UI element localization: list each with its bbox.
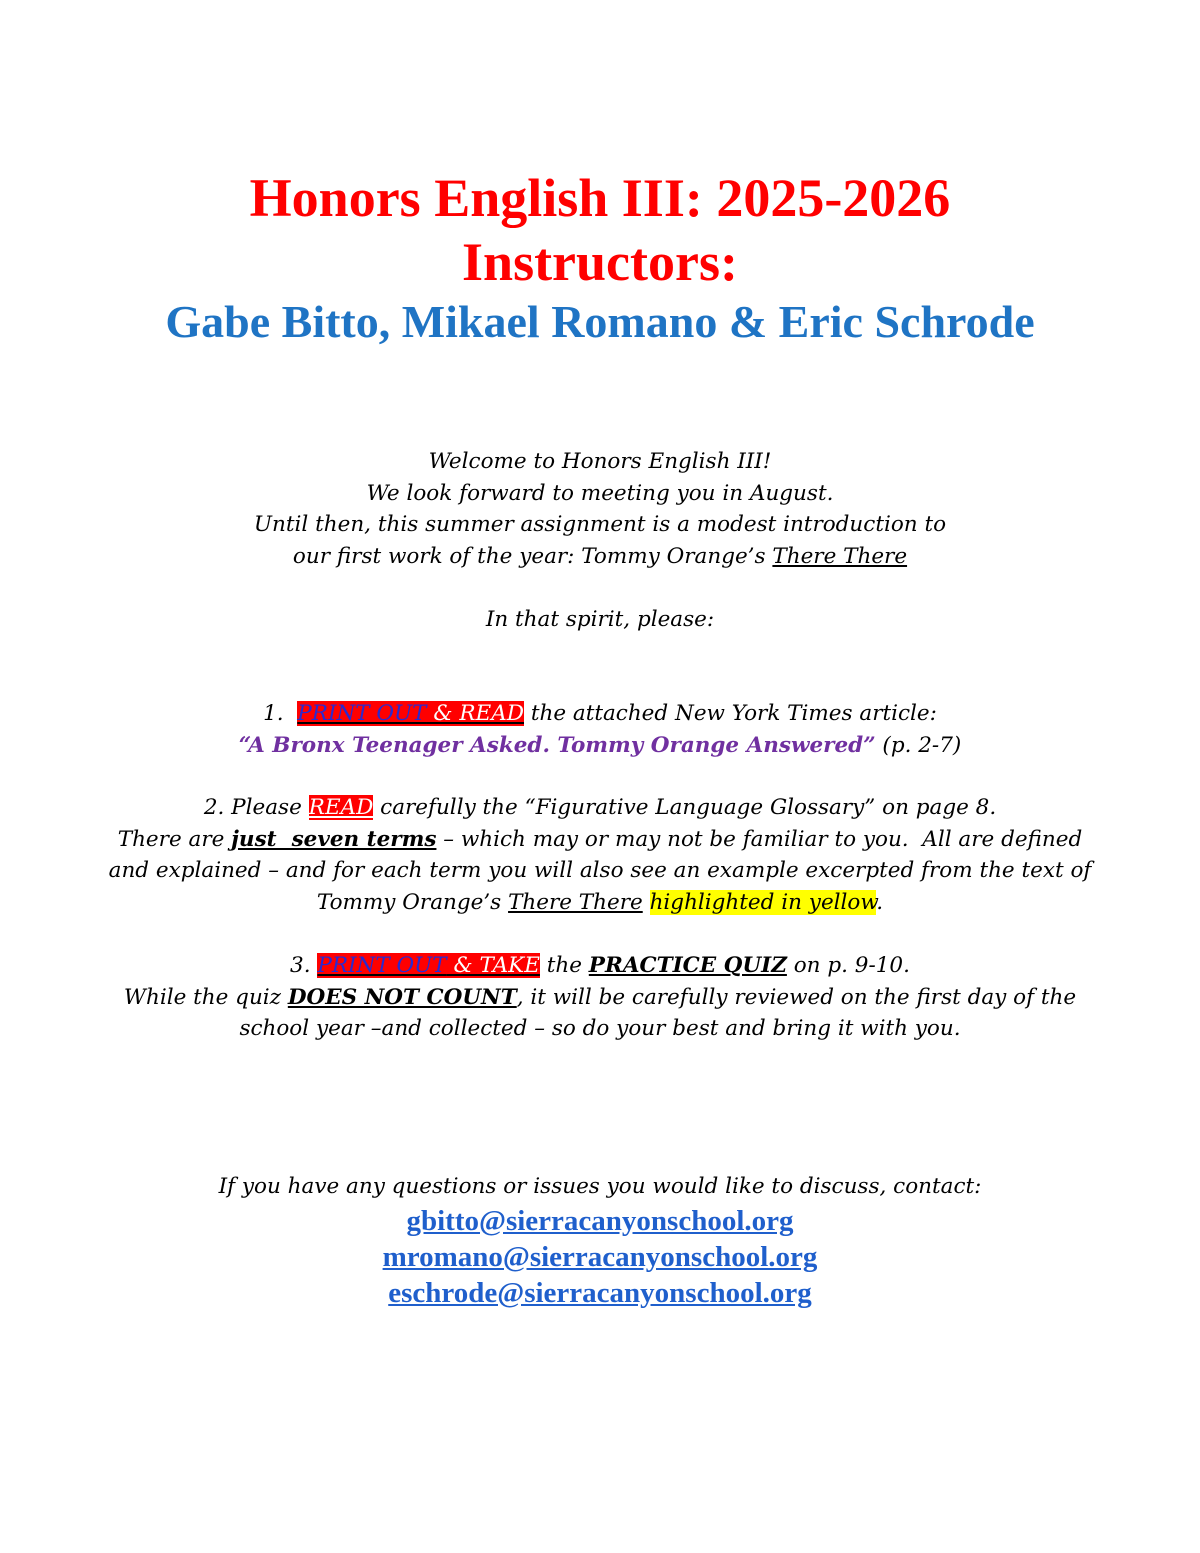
title-course: Honors English III: 2025-2026: [249, 168, 951, 228]
instructor-names: Gabe Bitto, Mikael Romano & Eric Schrode: [165, 296, 1035, 347]
item-text: There are: [117, 826, 232, 852]
instruction-item-3: [0, 950, 1200, 1045]
highlight-text: & READ: [426, 701, 524, 726]
item-text: 3.: [290, 953, 318, 978]
highlight-text: PRINT OUT: [317, 953, 447, 978]
yellow-highlight: highlighted in yellow: [649, 889, 877, 915]
highlight-text: PRINT OUT: [297, 701, 427, 726]
book-title: There There: [772, 543, 908, 569]
instruction-item-2: [0, 792, 1200, 918]
practice-quiz-emphasis: PRACTICE QUIZ: [588, 953, 787, 978]
item-text: While the quiz: [123, 984, 288, 1010]
highlight-text: & TAKE: [446, 953, 540, 978]
item-2-line: [0, 792, 1200, 824]
document-title: [0, 166, 1200, 294]
book-title: There There: [508, 889, 643, 915]
article-pages: (p. 2-7): [875, 732, 962, 758]
item-1-line: [0, 698, 1200, 730]
spirit-line: In that spirit, please:: [485, 607, 715, 632]
item-text: the attached New York Times article:: [524, 701, 937, 726]
item-3-line: [0, 982, 1200, 1014]
item-3-line: [0, 950, 1200, 982]
contact-section: [0, 1171, 1200, 1311]
item-text: on p. 9-10.: [786, 953, 910, 978]
does-not-count-emphasis: DOES NOT COUNT: [287, 984, 517, 1010]
item-text: 2. Please: [203, 795, 309, 820]
item-text: – which may or may not be familiar to you. All are defined: [436, 826, 1083, 852]
instruction-item-1: [0, 698, 1200, 761]
article-title: “A Bronx Teenager Asked. Tommy Orange Answered”: [238, 732, 876, 758]
item-text: the: [539, 953, 589, 978]
item-text: [643, 890, 650, 915]
item-2-line: [0, 824, 1200, 856]
email-link-gbitto[interactable]: gbitto@sierracanyonschool.org: [406, 1204, 794, 1237]
email-link-mromano[interactable]: mromano@sierracanyonschool.org: [382, 1240, 818, 1273]
item-text: , it will be carefully reviewed on the first day of the: [516, 984, 1077, 1010]
item-text: Tommy Orange’s: [316, 889, 509, 915]
item-text: carefully the “Figurative Language Glossary” on page 8.: [373, 795, 997, 820]
print-take-highlight: [317, 953, 540, 978]
welcome-line: Welcome to Honors English III!: [428, 449, 772, 474]
item-2-line: and explained – and for each term you will also see an example excerpted from the text of: [108, 858, 1092, 883]
print-read-highlight: [297, 701, 524, 726]
item-3-line: school year –and collected – so do your best and bring it with you.: [239, 1016, 961, 1041]
welcome-section: [0, 446, 1200, 572]
welcome-line: Until then, this summer assignment is a modest introduction to: [253, 512, 947, 537]
item-2-line: [0, 887, 1200, 919]
seven-terms-emphasis: just seven terms: [231, 826, 437, 852]
welcome-line: [0, 541, 1200, 573]
title-instructors-label: Instructors:: [462, 232, 738, 292]
article-line: [0, 730, 1200, 762]
item-number: 1.: [263, 701, 284, 726]
welcome-text: our first work of the year: Tommy Orange’s: [292, 543, 773, 569]
email-link-eschrode[interactable]: eschrode@sierracanyonschool.org: [388, 1276, 812, 1309]
welcome-line: We look forward to meeting you in August.: [366, 480, 834, 506]
read-highlight: READ: [308, 795, 374, 820]
contact-prompt: If you have any questions or issues you would like to discuss, contact:: [218, 1174, 982, 1199]
item-text: .: [876, 889, 884, 915]
